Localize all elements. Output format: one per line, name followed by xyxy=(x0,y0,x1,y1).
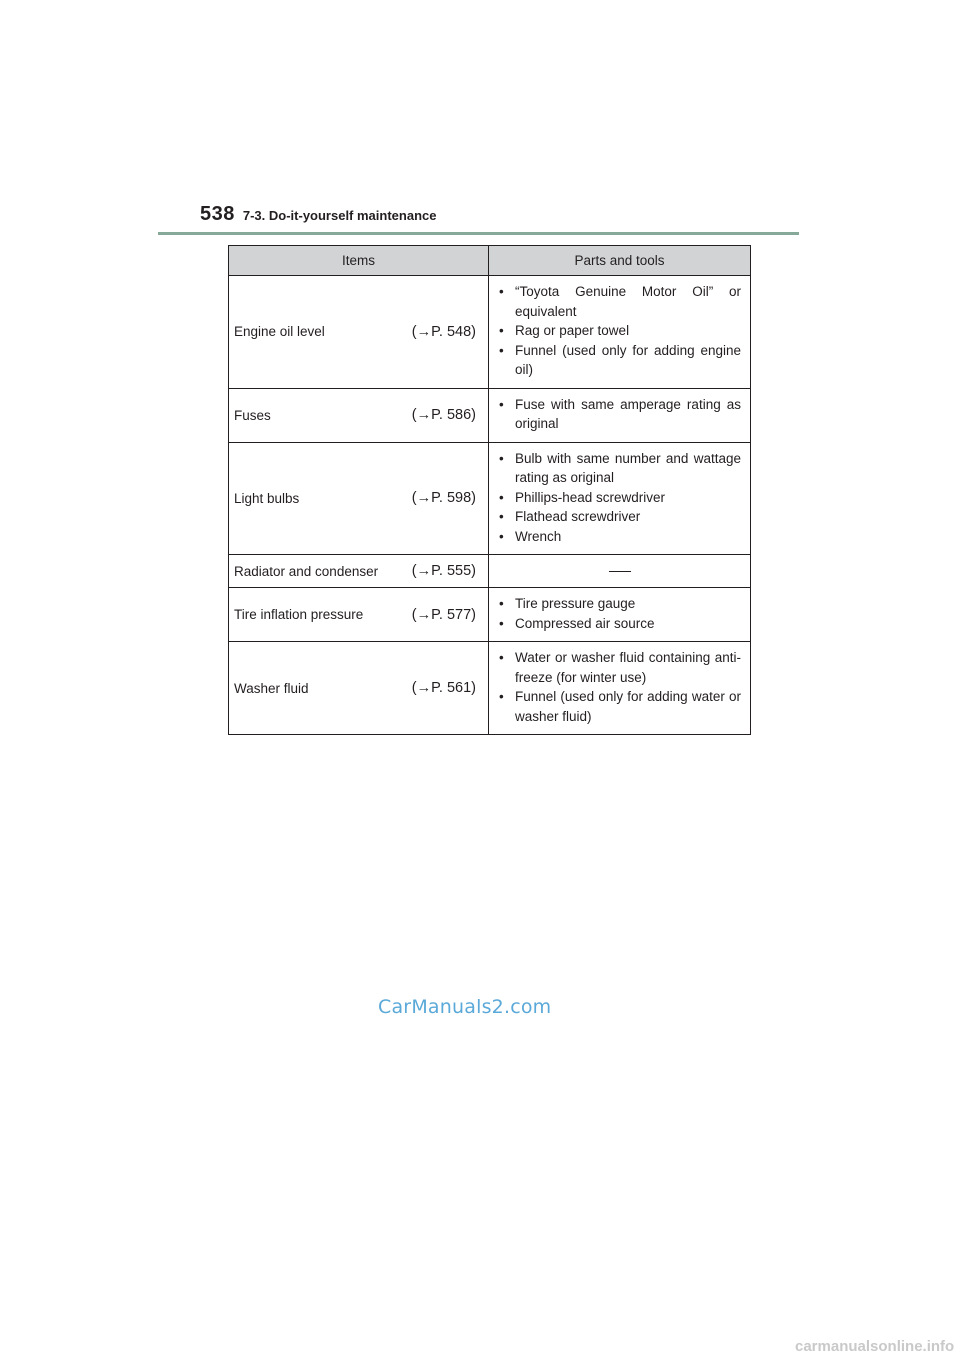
part-text: Funnel (used only for adding water or washer fluid) xyxy=(515,689,741,724)
table-row xyxy=(229,276,751,389)
section-title: 7-3. Do-it-yourself maintenance xyxy=(242,208,437,223)
item-cell xyxy=(229,388,489,442)
dash-mark xyxy=(609,571,631,572)
table-row xyxy=(229,442,751,555)
part-text: Compressed air source xyxy=(515,615,655,631)
page-header xyxy=(200,203,436,233)
table-header-row xyxy=(229,246,751,276)
item-name: Radiator and condenser xyxy=(234,563,379,579)
column-header-parts: Parts and tools xyxy=(489,246,751,276)
parts-cell xyxy=(489,276,751,389)
table-row xyxy=(229,642,751,735)
parts-cell xyxy=(489,642,751,735)
page-reference-link[interactable]: (→P. 555) xyxy=(411,563,476,579)
list-item xyxy=(497,321,741,341)
bullet-icon: • xyxy=(499,615,504,631)
list-item xyxy=(497,449,741,488)
header-divider xyxy=(158,232,799,235)
part-text: Fuse with same amperage rating as original xyxy=(515,396,741,431)
part-text: Phillips-head screwdriver xyxy=(515,489,666,505)
table-row xyxy=(229,388,751,442)
part-text: Tire pressure gauge xyxy=(515,596,636,611)
parts-cell xyxy=(489,588,751,642)
bullet-icon: • xyxy=(499,450,504,466)
list-item xyxy=(497,395,741,434)
list-item xyxy=(497,648,741,687)
parts-cell xyxy=(489,442,751,555)
parts-cell-empty xyxy=(489,555,751,588)
page-reference-link[interactable]: (→P. 598) xyxy=(411,490,476,507)
item-name: Fuses xyxy=(234,407,271,423)
part-text: Rag or paper towel xyxy=(515,323,630,338)
part-text: Bulb with same number and wattage rating as original xyxy=(515,450,741,485)
parts-list xyxy=(497,648,741,726)
list-item xyxy=(497,687,741,726)
parts-list xyxy=(497,395,741,434)
list-item xyxy=(497,282,741,321)
item-cell xyxy=(229,555,489,588)
bullet-icon: • xyxy=(499,509,504,524)
item-name: Washer fluid xyxy=(234,680,309,696)
item-name: Light bulbs xyxy=(234,490,300,506)
table-row xyxy=(229,588,751,642)
list-item xyxy=(497,614,741,634)
item-cell xyxy=(229,588,489,642)
maintenance-parts-table xyxy=(228,245,751,735)
list-item xyxy=(497,527,741,547)
page-reference-link[interactable]: (→P. 586) xyxy=(411,407,476,423)
list-item xyxy=(497,488,741,508)
bullet-icon: • xyxy=(499,342,504,358)
bullet-icon: • xyxy=(499,650,504,665)
item-cell xyxy=(229,276,489,389)
bullet-icon: • xyxy=(499,396,504,412)
watermark-logo: CarManuals2.com xyxy=(378,996,552,1018)
parts-list xyxy=(497,449,741,547)
page-reference-link[interactable]: (→P. 548) xyxy=(411,323,476,340)
item-name: Tire inflation pressure xyxy=(234,607,364,622)
parts-list xyxy=(497,594,741,633)
item-cell xyxy=(229,442,489,555)
page-reference-link[interactable]: (→P. 561) xyxy=(411,680,476,696)
part-text: “Toyota Genuine Motor Oil” or equivalent xyxy=(515,284,741,319)
page-reference-link[interactable]: (→P. 577) xyxy=(411,606,476,623)
bullet-icon: • xyxy=(499,323,504,338)
parts-cell xyxy=(489,388,751,442)
item-cell xyxy=(229,642,489,735)
bullet-icon: • xyxy=(499,489,504,505)
list-item xyxy=(497,341,741,380)
list-item xyxy=(497,594,741,614)
page-number: 538 xyxy=(200,203,235,225)
parts-list xyxy=(497,282,741,380)
part-text: Funnel (used only for adding engine oil) xyxy=(515,342,741,377)
bullet-icon: • xyxy=(499,528,504,544)
part-text: Wrench xyxy=(515,528,562,544)
table-body xyxy=(229,276,751,735)
footer-site-link[interactable]: carmanualsonline.info xyxy=(795,1338,955,1355)
bullet-icon: • xyxy=(499,596,504,611)
column-header-items: Items xyxy=(229,246,489,276)
bullet-icon: • xyxy=(499,284,504,299)
part-text: Water or washer fluid containing anti-freeze (for winter use) xyxy=(515,650,741,685)
table-row xyxy=(229,555,751,588)
list-item xyxy=(497,507,741,527)
part-text: Flathead screwdriver xyxy=(515,509,641,524)
bullet-icon: • xyxy=(499,689,504,704)
item-name: Engine oil level xyxy=(234,324,325,340)
